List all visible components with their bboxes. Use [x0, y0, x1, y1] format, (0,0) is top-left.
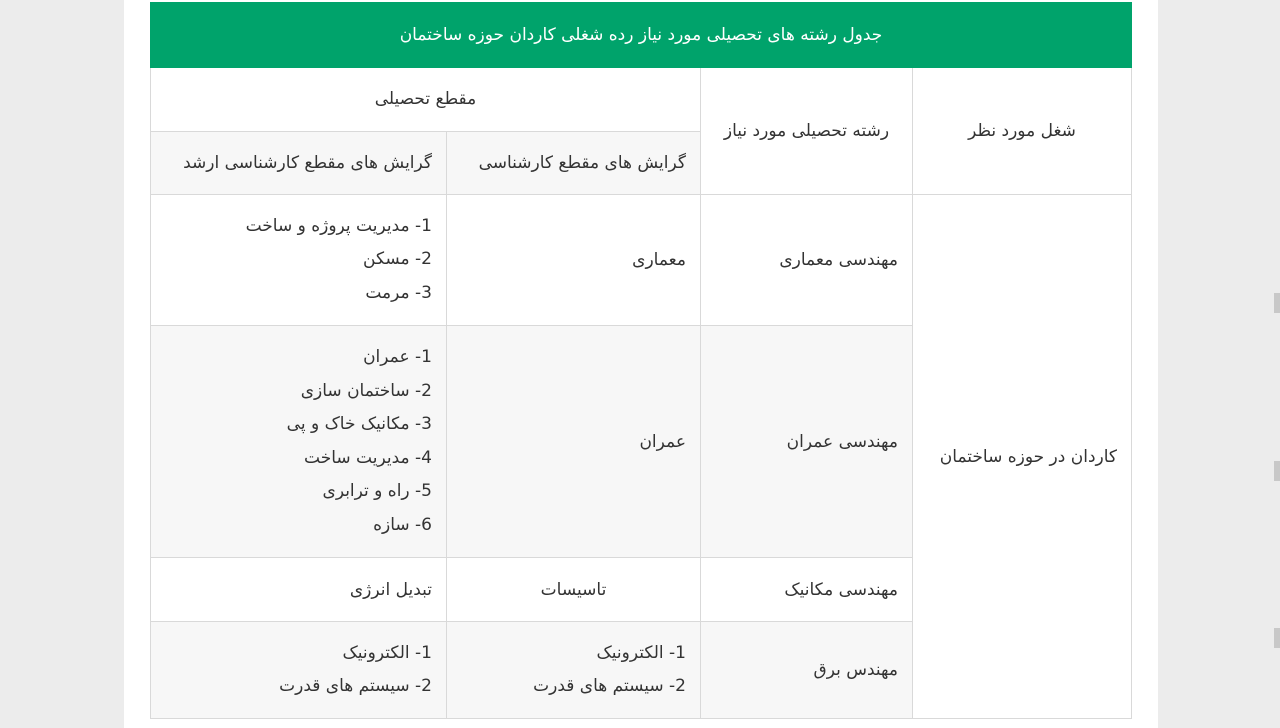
list-item: 2- مسکن [363, 249, 432, 270]
table-caption: جدول رشته های تحصیلی مورد نیاز رده شغلی کاردان حوزه ساختمان [151, 3, 1132, 68]
education-table [150, 2, 1132, 719]
bachelor-cell: تاسیسات [447, 558, 701, 622]
header-job: شغل مورد نظر [913, 68, 1132, 195]
bachelor-cell: معماری [447, 195, 701, 326]
list-item: 6- سازه [373, 514, 432, 535]
bachelor-cell [447, 622, 701, 719]
scroll-marker [1274, 461, 1280, 481]
list-item: 3- مکانیک خاک و پی [286, 414, 432, 434]
header-field: رشته تحصیلی مورد نیاز [701, 68, 913, 195]
list-item: 1- الکترونیک [342, 642, 432, 663]
master-cell [151, 622, 447, 719]
header-level: مقطع تحصیلی [151, 68, 701, 132]
field-cell: مهندسی معماری [701, 195, 913, 326]
field-cell: مهندسی مکانیک [701, 558, 913, 622]
list-item: 1- الکترونیک [596, 642, 686, 663]
master-cell: تبدیل انرژی [151, 558, 447, 622]
scroll-marker [1274, 293, 1280, 313]
list-item: 1- عمران [363, 347, 432, 367]
list-item: 1- مدیریت پروژه و ساخت [245, 215, 432, 236]
list-item: 5- راه و ترابری [322, 481, 432, 501]
list-item: 3- مرمت [365, 282, 432, 303]
list-item: 2- ساختمان سازی [300, 380, 432, 401]
list-item: 2- سیستم های قدرت [533, 676, 686, 696]
bachelor-cell: عمران [447, 326, 701, 558]
scroll-marker [1274, 628, 1280, 648]
field-cell: مهندس برق [701, 622, 913, 719]
header-bachelor: گرایش های مقطع کارشناسی [447, 131, 701, 195]
job-title-cell: کاردان در حوزه ساختمان [913, 195, 1132, 719]
field-cell: مهندسی عمران [701, 326, 913, 558]
header-master: گرایش های مقطع کارشناسی ارشد [151, 131, 447, 195]
master-cell [151, 326, 447, 558]
list-item: 4- مدیریت ساخت [304, 447, 432, 468]
list-item: 2- سیستم های قدرت [279, 676, 432, 696]
master-cell [151, 195, 447, 326]
